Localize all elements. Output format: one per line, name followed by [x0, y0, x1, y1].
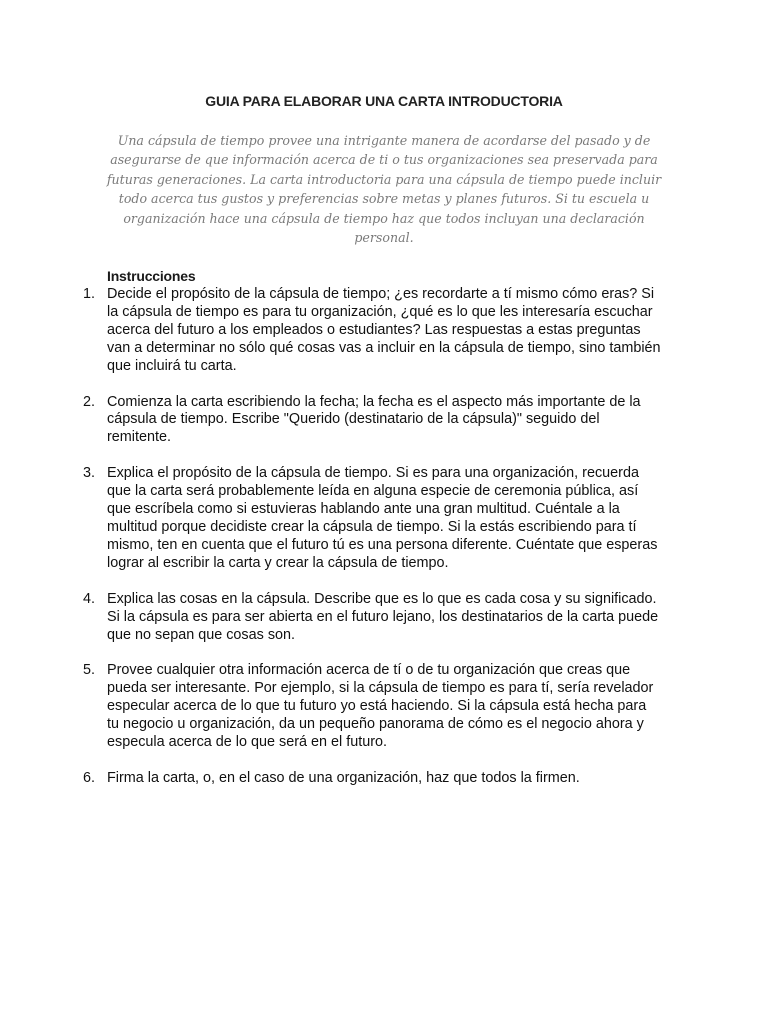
list-item: [0, 662, 662, 752]
list-item: [0, 394, 662, 448]
list-item: [0, 591, 662, 645]
step-number: 5.: [83, 662, 96, 679]
list-item: [0, 770, 662, 788]
step-number: 1.: [83, 286, 96, 302]
step-text: Explica el propósito de la cápsula de tiempo. Si es para una organización, recuerda que la carta será probablemente leída en alguna especie de ceremonia pública, así que escríbela como si estuvieras hablando ante una gran multitud. Cuéntale a la multitud porque decidiste crear la cápsula de tiempo. Si la estás escribiendo para tí mismo, ten en cuenta que el futuro tú es una persona diferente. Cuéntate que esperas lograr al escribir la carta y crear la cápsula de tiempo.: [107, 465, 658, 571]
step-number: 4.: [83, 590, 96, 607]
list-item: [0, 465, 662, 572]
step-text: Decide el propósito de la cápsula de tiempo; ¿es recordarte a tí mismo cómo eras? Si la cápsula de tiempo es para tu organización, ¿qué es lo que les interesaría escuchar acerca del futuro a los empleados o estudiantes? Las respuestas a estas preguntas van a determinar no sólo qué cosas vas a incluir en la cápsula de tiempo, sino también que incluirá tu carta.: [107, 286, 661, 374]
step-number: 2.: [83, 393, 96, 410]
document-title: GUIA PARA ELABORAR UNA CARTA INTRODUCTORIA: [205, 93, 563, 109]
instructions-list: [0, 286, 768, 806]
step-text: Comienza la carta escribiendo la fecha; la fecha es el aspecto más importante de la cápsula de tiempo. Escribe "Querido (destinatario de la cápsula)" seguido del remitente.: [107, 393, 641, 446]
step-text: Provee cualquier otra información acerca de tí o de tu organización que creas que pueda ser interesante. Por ejemplo, si la cápsula de tiempo es para tí, sería revelador especular acerca de lo que tu futuro yo está haciendo. Si la cápsula está hecha para tu negocio u organización, da un pequeño panorama de cómo es el negocio ahora y especula acerca de lo que será en el futuro.: [107, 662, 654, 751]
step-text: Explica las cosas en la cápsula. Describe que es lo que es cada cosa y su significado. Si la cápsula es para ser abierta en el futuro lejano, los destinatarios de la carta puede que no sepan que cosas son.: [107, 590, 659, 643]
list-item: [0, 286, 662, 376]
intro-paragraph: Una cápsula de tiempo provee una intrigante manera de acordarse del pasado y de asegurarse de que información acerca de ti o tus organizaciones sea preservada para futuras generaciones. La carta introductoria para una cápsula de tiempo puede incluir todo acerca tus gustos y preferencias sobre metas y planes futuros. Si tu escuela u organización hace una cápsula de tiempo haz que todos incluyan una declaración personal.: [106, 133, 662, 246]
step-number: 6.: [83, 769, 96, 786]
section-heading-instructions: Instrucciones: [107, 268, 196, 284]
step-number: 3.: [83, 465, 96, 482]
step-text: Firma la carta, o, en el caso de una organización, haz que todos la firmen.: [107, 769, 580, 786]
